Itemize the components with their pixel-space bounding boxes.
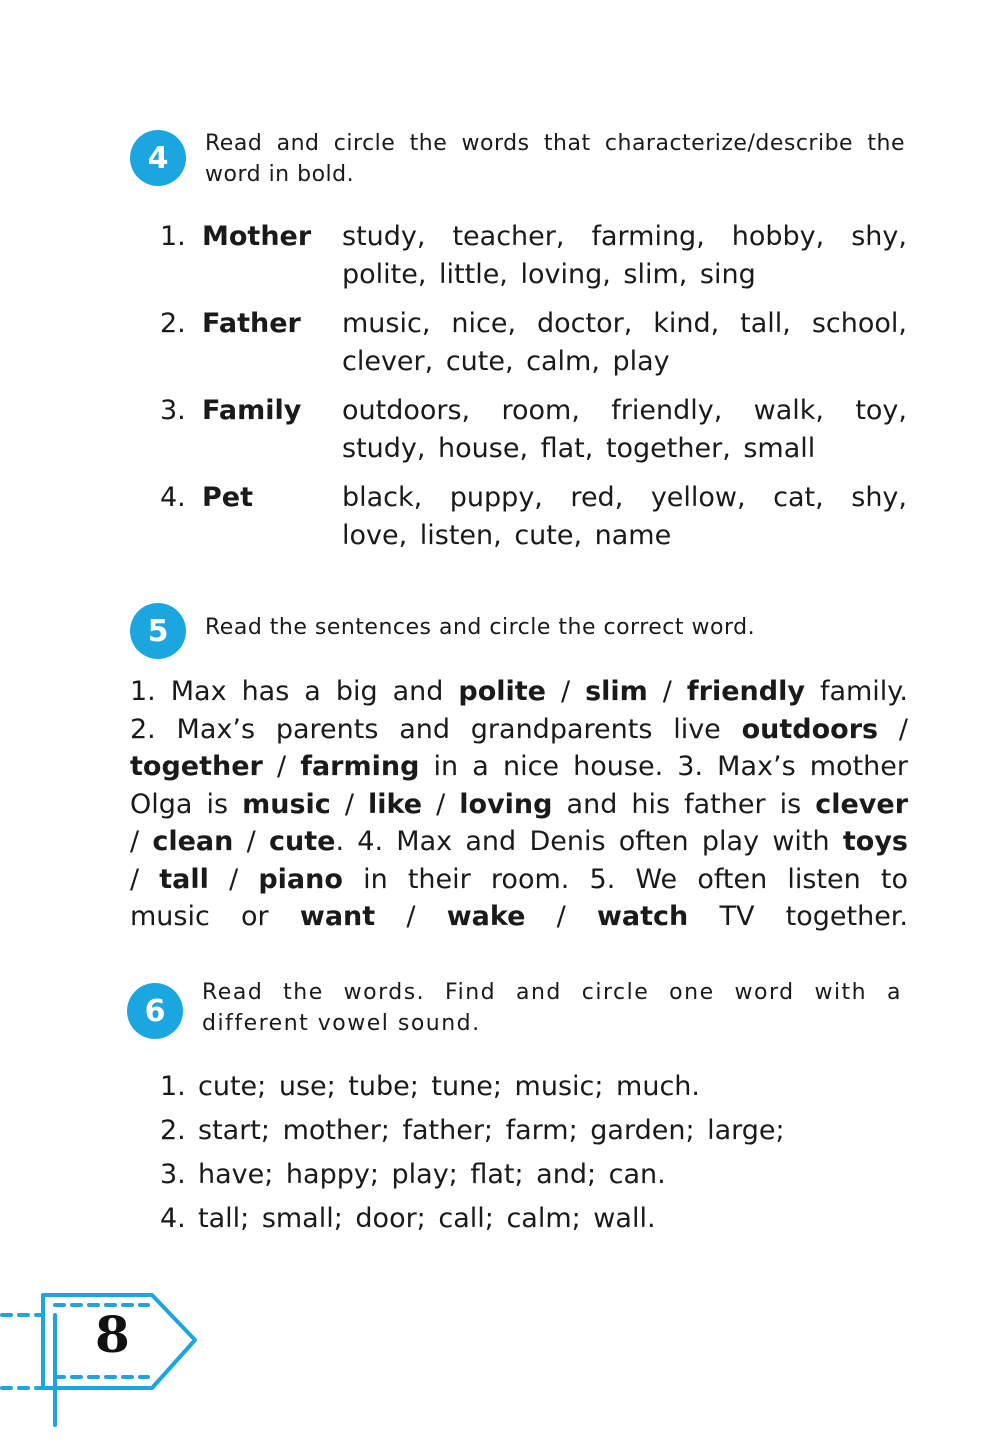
list-item — [160, 1065, 880, 1109]
exercise-5-instruction: Read the sentences and circle the correct word. — [205, 615, 756, 640]
option-word[interactable]: friendly — [686, 676, 805, 707]
sentence-text: in their room. 5. We often listen to music or — [130, 863, 908, 932]
sentence-text: and his father is — [552, 788, 816, 820]
separator: / — [233, 826, 269, 857]
word-row: have; happy; play; flat; and; can. — [198, 1159, 666, 1190]
separator: / — [130, 863, 160, 895]
option-word[interactable]: slim — [585, 676, 648, 707]
exercise-5-badge: 5 — [130, 603, 186, 659]
word-row: cute; use; tube; tune; music; much. — [198, 1071, 700, 1102]
item-number: 2. — [160, 308, 186, 339]
separator: / — [878, 713, 908, 745]
option-word[interactable]: piano — [258, 863, 343, 895]
separator: / — [262, 751, 301, 782]
item-number: 3. — [160, 1159, 186, 1190]
list-item — [160, 1109, 880, 1153]
separator: / — [208, 863, 259, 895]
list-item — [160, 218, 920, 294]
list-item — [160, 479, 920, 555]
sentence-text: family. 2. Max’s parents and grandparents live — [130, 676, 909, 745]
exercise-4-badge: 4 — [130, 130, 186, 186]
separator: / — [546, 676, 586, 707]
word-options: music, nice, doctor, kind, tall, school, clever, cute, calm, play — [342, 308, 907, 377]
sentence-text: 1. Max has a big and — [130, 676, 459, 707]
option-word[interactable]: together — [130, 751, 263, 782]
option-word[interactable]: tall — [159, 863, 209, 895]
separator: / — [330, 788, 368, 820]
separator: / — [422, 788, 460, 820]
item-number: 4. — [160, 1203, 186, 1234]
exercise-6-list — [160, 1065, 880, 1241]
exercise-6-instruction: Read the words. Find and circle one word with a different vowel sound. — [202, 980, 902, 1036]
sentence-text: . 4. Max and Denis often play with — [335, 826, 843, 857]
option-word[interactable]: farming — [300, 751, 420, 782]
list-item — [160, 1153, 880, 1197]
bold-word: Family — [202, 395, 302, 426]
word-row: start; mother; father; farm; garden; large; — [198, 1115, 785, 1146]
exercise-4-list — [160, 218, 920, 566]
sentence-text: TV together. — [688, 901, 909, 932]
exercise-6-badge: 6 — [127, 983, 183, 1039]
option-word[interactable]: loving — [459, 788, 553, 820]
bold-word: Father — [202, 308, 301, 339]
option-word[interactable]: outdoors — [741, 713, 879, 745]
list-item — [160, 392, 920, 468]
separator: / — [130, 826, 153, 857]
option-word[interactable]: want — [299, 901, 376, 932]
word-options: study, teacher, farming, hobby, shy, polite, little, loving, slim, sing — [342, 221, 907, 290]
exercise-5-paragraph — [130, 673, 908, 936]
word-options: outdoors, room, friendly, walk, toy, study, house, flat, together, small — [342, 395, 907, 464]
option-word[interactable]: polite — [458, 676, 546, 707]
list-item — [160, 305, 920, 381]
option-word[interactable]: wake — [446, 901, 526, 932]
item-number: 1. — [160, 221, 186, 252]
separator: / — [375, 901, 447, 932]
list-item — [160, 1197, 880, 1241]
option-word[interactable]: clever — [815, 788, 909, 820]
sentence-text: in a nice house. 3. Max’s mother Olga is — [130, 751, 908, 820]
word-options: black, puppy, red, yellow, cat, shy, love, listen, cute, name — [342, 482, 907, 551]
exercise-4-instruction: Read and circle the words that characterize/describe the word in bold. — [205, 131, 905, 187]
separator: / — [647, 676, 687, 707]
item-number: 1. — [160, 1071, 186, 1102]
bold-word: Pet — [202, 482, 254, 513]
option-word[interactable]: toys — [842, 826, 908, 857]
page-number: 8 — [95, 1305, 130, 1364]
bold-word: Mother — [202, 221, 312, 252]
option-word[interactable]: cute — [269, 826, 336, 857]
option-word[interactable]: clean — [152, 826, 234, 857]
option-word[interactable]: watch — [596, 901, 689, 932]
item-number: 3. — [160, 395, 186, 426]
option-word[interactable]: like — [368, 788, 423, 820]
item-number: 4. — [160, 482, 186, 513]
separator: / — [525, 901, 597, 932]
item-number: 2. — [160, 1115, 186, 1146]
option-word[interactable]: music — [242, 788, 331, 820]
word-row: tall; small; door; call; calm; wall. — [198, 1203, 656, 1234]
